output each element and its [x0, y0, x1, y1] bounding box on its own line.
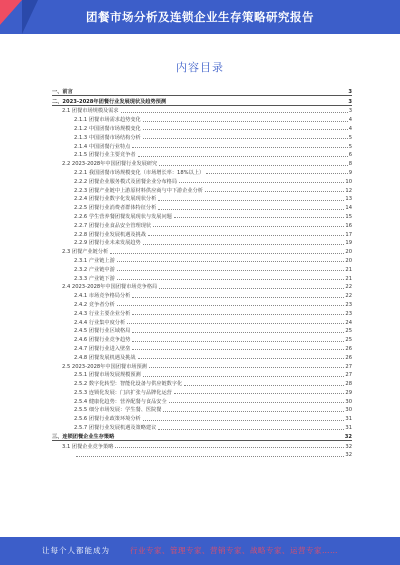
toc-entry[interactable]: [52, 308, 352, 317]
toc-entry-label: 2.4.2 竞争者分析: [74, 301, 115, 308]
footer-slogan: 让每个人都能成为: [42, 546, 110, 555]
toc-leader-dots: [143, 121, 348, 122]
toc-entry-label: 2.5 2023-2028年中国团餐市场预测: [62, 363, 147, 370]
toc-entry-label: 2.2.2 团餐企业服务模式及团餐企业分布格局: [74, 178, 178, 185]
toc-entry-page: 21: [345, 275, 352, 282]
toc-leader-dots: [149, 367, 345, 368]
toc-leader-dots: [174, 393, 345, 394]
toc-leader-dots: [117, 279, 345, 280]
toc-entry-label: 2.1.3 中国团餐市场结构分析: [74, 134, 141, 141]
toc-leader-dots: [127, 323, 344, 324]
toc-leader-dots: [132, 341, 344, 342]
toc-entry-label: 2.4.3 行业主要企业分析: [74, 310, 131, 317]
toc-entry[interactable]: [52, 378, 352, 387]
table-of-contents: [52, 86, 352, 458]
toc-leader-dots: [158, 209, 344, 210]
toc-leader-dots: [163, 411, 344, 412]
toc-entry-label: 2.4.1 市场竞争格局分析: [74, 293, 131, 300]
page-footer-banner: [0, 537, 400, 565]
toc-leader-dots: [148, 235, 344, 236]
toc-entry-label: 三、连锁团餐企业生存策略: [52, 433, 115, 440]
toc-entry[interactable]: [52, 194, 352, 203]
toc-entry-label: 2.1.5 团餐行业主要竞争者: [74, 152, 136, 159]
toc-heading: 内容目录: [176, 61, 224, 74]
toc-entry[interactable]: [52, 106, 352, 115]
toc-entry-page: 20: [345, 249, 352, 256]
toc-entry-page: 3: [348, 88, 352, 95]
toc-entry-page: 17: [345, 231, 352, 238]
toc-entry-label: 2.3.2 产业链中游: [74, 266, 115, 273]
toc-entry[interactable]: [52, 141, 352, 150]
toc-entry[interactable]: [52, 238, 352, 247]
toc-entry[interactable]: [52, 405, 352, 414]
toc-entry[interactable]: [52, 150, 352, 159]
toc-entry-page: 4: [348, 125, 352, 132]
toc-entry-page: 27: [345, 363, 352, 370]
toc-entry-label: 2.1.4 中国团餐行业特点: [74, 143, 131, 150]
toc-entry-page: 26: [345, 345, 352, 352]
toc-entry[interactable]: [52, 96, 352, 106]
toc-leader-dots: [132, 349, 344, 350]
toc-entry-page: 15: [345, 213, 352, 220]
toc-leader-dots: [179, 182, 344, 183]
toc-entry[interactable]: [52, 370, 352, 379]
toc-entry[interactable]: [52, 114, 352, 123]
toc-entry[interactable]: [52, 361, 352, 370]
toc-entry-page: 8: [348, 161, 352, 168]
toc-entry[interactable]: [52, 211, 352, 220]
toc-entry-label: 2.3.3 产业链下游: [74, 275, 115, 282]
toc-entry-page: 31: [345, 416, 352, 423]
toc-entry-page: 26: [345, 354, 352, 361]
toc-entry[interactable]: [52, 167, 352, 176]
toc-entry-label: 2.5.1 团餐市场发展规模预测: [74, 372, 141, 379]
page-header-banner: [0, 0, 400, 34]
toc-entry-label: 2.4.7 团餐行业进入壁垒: [74, 345, 131, 352]
toc-leader-dots: [205, 191, 344, 192]
toc-entry[interactable]: [52, 282, 352, 291]
toc-entry-page: 14: [345, 205, 352, 212]
toc-entry[interactable]: [52, 413, 352, 422]
toc-entry-page: 5: [348, 134, 352, 141]
toc-leader-dots: [174, 217, 345, 218]
toc-entry-page: 32: [345, 443, 352, 450]
toc-entry-page: 13: [345, 196, 352, 203]
toc-entry[interactable]: [52, 299, 352, 308]
toc-leader-dots: [158, 200, 344, 201]
toc-entry-page: 22: [345, 293, 352, 300]
toc-leader-dots: [184, 385, 344, 386]
toc-entry[interactable]: [52, 132, 352, 141]
toc-entry[interactable]: [52, 158, 352, 167]
toc-leader-dots: [159, 165, 347, 166]
toc-entry-label: 二、2023-2028年团餐行业发展现状及趋势预测: [52, 98, 167, 105]
toc-entry[interactable]: [52, 422, 352, 431]
toc-entry[interactable]: [52, 229, 352, 238]
toc-entry-label: 2.5.2 数字化转型：智能化设备与供应链数字化: [74, 381, 183, 388]
toc-entry-label: 2.2.8 团餐行业发展机遇及挑战: [74, 231, 146, 238]
toc-entry[interactable]: [52, 441, 352, 450]
toc-leader-dots: [76, 456, 344, 457]
toc-entry-page: 21: [345, 266, 352, 273]
toc-leader-dots: [132, 147, 347, 148]
toc-entry[interactable]: [52, 387, 352, 396]
toc-entry-page: 23: [345, 310, 352, 317]
toc-entry-label: 2.3 团餐产业链分析: [62, 249, 109, 256]
footer-roles: 行业专家、管理专家、营销专家、战略专家、运营专家……: [130, 546, 338, 555]
toc-leader-dots: [143, 420, 345, 421]
toc-entry[interactable]: [52, 202, 352, 211]
report-title: 团餐市场分析及连锁企业生存策略研究报告: [86, 10, 314, 24]
toc-entry-label: 2.2.6 学生营养餐团餐发展现状与发展问题: [74, 213, 172, 220]
toc-entry-page: 6: [348, 152, 352, 159]
toc-entry-page: 24: [345, 319, 352, 326]
toc-entry-page: 25: [345, 328, 352, 335]
toc-leader-dots: [117, 270, 345, 271]
toc-entry[interactable]: [52, 290, 352, 299]
toc-leader-dots: [138, 156, 348, 157]
toc-entry-label: 2.4 2023-2028年中国团餐市场竞争格局: [62, 284, 158, 291]
toc-leader-dots: [115, 447, 344, 448]
toc-entry[interactable]: [52, 220, 352, 229]
toc-leader-dots: [121, 112, 348, 113]
toc-entry[interactable]: [52, 343, 352, 352]
toc-entry-page: 28: [345, 381, 352, 388]
toc-entry-label: 2.2.4 团餐行业数字化发展现状分析: [74, 196, 157, 203]
toc-entry-page: 3: [348, 98, 352, 105]
toc-entry-label: 2.5.3 连锁化发展：门店扩张与品牌化运营: [74, 389, 172, 396]
toc-entry-label: 2.4.6 团餐行业竞争趋势: [74, 337, 131, 344]
toc-leader-dots: [117, 305, 345, 306]
toc-leader-dots: [117, 261, 345, 262]
toc-entry[interactable]: [52, 326, 352, 335]
toc-entry[interactable]: [52, 317, 352, 326]
toc-entry-page: 4: [348, 117, 352, 124]
toc-entry[interactable]: [52, 450, 352, 459]
toc-entry-page: 27: [345, 372, 352, 379]
toc-entry-page: 30: [345, 398, 352, 405]
toc-leader-dots: [143, 138, 348, 139]
toc-leader-dots: [143, 376, 345, 377]
toc-entry-label: 2.4.4 行业集中度分析: [74, 319, 126, 326]
toc-entry-label: 2.2.3 团餐产业链中上游原材料供应商与中下游企业分析: [74, 187, 203, 194]
toc-entry[interactable]: [52, 185, 352, 194]
toc-entry-page: 3: [348, 108, 352, 115]
toc-entry-page: 30: [345, 407, 352, 414]
toc-leader-dots: [169, 402, 345, 403]
toc-entry-label: 2.2 2023-2028年中国团餐行业发展研究: [62, 161, 158, 168]
toc-entry[interactable]: [52, 273, 352, 282]
toc-entry[interactable]: [52, 334, 352, 343]
toc-entry-label: 2.5.5 细分市场发展：学生餐、医院餐: [74, 407, 162, 414]
toc-entry-page: 12: [345, 187, 352, 194]
toc-entry-page: 31: [345, 425, 352, 432]
toc-entry[interactable]: [52, 86, 352, 96]
toc-entry-page: 9: [348, 169, 352, 176]
toc-entry-label: 2.2.9 团餐行业未来发展趋势: [74, 240, 141, 247]
toc-leader-dots: [143, 244, 345, 245]
toc-entry[interactable]: [52, 246, 352, 255]
toc-leader-dots: [159, 288, 344, 289]
toc-entry-page: 16: [345, 222, 352, 229]
toc-entry-label: 3.1 团餐企业竞争策略: [62, 443, 114, 450]
toc-entry-page: 32: [345, 452, 352, 459]
toc-entry-label: 2.4.5 团餐行业区域格局: [74, 328, 131, 335]
toc-entry[interactable]: [52, 431, 352, 441]
toc-entry-label: 2.2.5 团餐行业消费者群体特征分析: [74, 205, 157, 212]
toc-leader-dots: [158, 429, 344, 430]
toc-leader-dots: [153, 226, 344, 227]
toc-leader-dots: [206, 173, 348, 174]
toc-entry-page: 23: [345, 301, 352, 308]
toc-leader-dots: [132, 332, 344, 333]
toc-entry-label: 2.2.7 团餐行业食品安全管理现状: [74, 222, 152, 229]
toc-entry[interactable]: [52, 255, 352, 264]
toc-entry-label: 2.1.2 中国团餐市场规模变化: [74, 125, 141, 132]
toc-entry[interactable]: [52, 264, 352, 273]
toc-entry-page: 32: [344, 433, 352, 440]
toc-entry-page: 25: [345, 337, 352, 344]
toc-entry-label: 2.1.1 团餐市场需求趋势变化: [74, 117, 141, 124]
toc-entry-page: 19: [345, 240, 352, 247]
toc-leader-dots: [110, 253, 344, 254]
toc-entry-label: 2.5.7 团餐行业发展机遇及策略建议: [74, 425, 157, 432]
toc-leader-dots: [132, 297, 344, 298]
toc-entry-label: 2.4.8 团餐发展机遇及挑战: [74, 354, 136, 361]
toc-entry[interactable]: [52, 123, 352, 132]
toc-leader-dots: [138, 358, 345, 359]
toc-entry[interactable]: [52, 396, 352, 405]
toc-entry-label: 2.5.4 健康化趋势：营养配餐与食品安全: [74, 398, 167, 405]
toc-entry-page: 22: [345, 284, 352, 291]
toc-entry-page: 29: [345, 389, 352, 396]
toc-entry-label: 2.5.6 团餐行业政策环境分析: [74, 416, 141, 423]
toc-entry-label: 2.3.1 产业链上游: [74, 257, 115, 264]
toc-entry[interactable]: [52, 352, 352, 361]
toc-entry-label: 2.1 团餐市场规模及需求: [62, 108, 119, 115]
toc-entry[interactable]: [52, 176, 352, 185]
toc-leader-dots: [143, 129, 348, 130]
toc-entry-label: 2.2.1 我国团餐市场规模变化（市场增长率：18%以上）: [74, 169, 205, 176]
toc-entry-page: 10: [345, 178, 352, 185]
toc-entry-page: 5: [348, 143, 352, 150]
toc-leader-dots: [132, 314, 344, 315]
toc-entry-page: 20: [345, 257, 352, 264]
toc-entry-label: 一、前言: [52, 88, 73, 95]
